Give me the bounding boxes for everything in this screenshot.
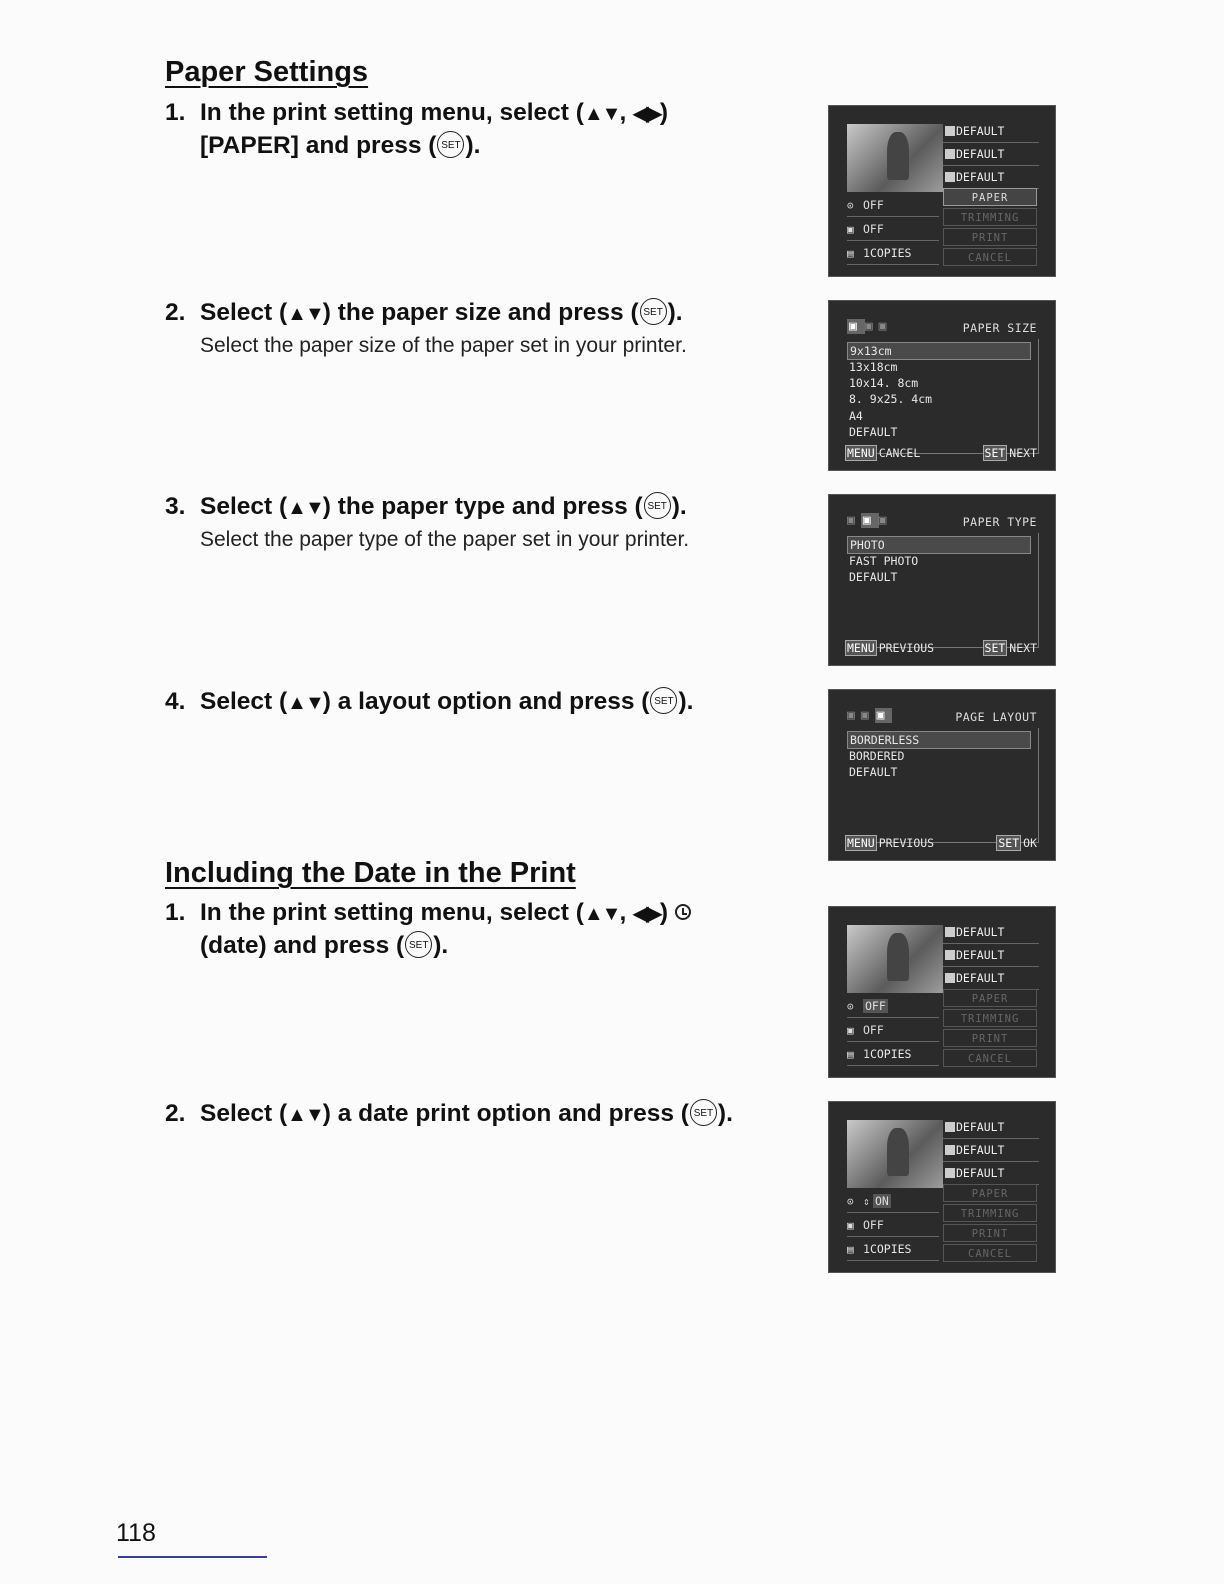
paper-type-tab-icon: ▣ bbox=[860, 708, 875, 723]
print-button[interactable]: PRINT bbox=[943, 1029, 1037, 1047]
trim-value: OFF bbox=[863, 1218, 884, 1232]
option-fast-photo[interactable]: FAST PHOTO bbox=[849, 554, 919, 568]
step-text-part: In the print setting menu, select ( bbox=[200, 99, 584, 126]
date-clock-icon: ⊙ bbox=[847, 1000, 854, 1013]
step-text-part: ). bbox=[433, 932, 449, 959]
lcd-print-menu-date bbox=[828, 906, 1056, 1078]
step-text-part: [PAPER] and press ( bbox=[200, 132, 437, 159]
step-text-part: ) bbox=[659, 899, 669, 926]
set-key-icon: SET bbox=[998, 836, 1020, 850]
trim-value: OFF bbox=[863, 1023, 884, 1037]
screen-footer bbox=[845, 641, 1037, 655]
default-label: DEFAULT bbox=[956, 124, 1005, 138]
paper-size-tab-icon: ▣ bbox=[847, 513, 861, 528]
date-clock-icon bbox=[675, 904, 691, 920]
cancel-button[interactable]: CANCEL bbox=[943, 1049, 1037, 1067]
step-text-part: , bbox=[619, 99, 634, 126]
default-label: DEFAULT bbox=[956, 1166, 1005, 1180]
layout-icon bbox=[945, 1168, 955, 1178]
layout-tab-icon: ▣ bbox=[876, 708, 891, 723]
copies-value: 1 bbox=[863, 246, 870, 260]
step-text-part: ). bbox=[465, 132, 481, 159]
set-button-icon: SET bbox=[640, 298, 667, 325]
previous-hint bbox=[845, 641, 934, 655]
print-setting-default bbox=[943, 967, 1039, 990]
trim-setting-row bbox=[847, 1019, 939, 1042]
lcd-paper-size bbox=[828, 300, 1056, 471]
trimming-button[interactable]: TRIMMING bbox=[943, 1009, 1037, 1027]
copies-label: COPIES bbox=[869, 1047, 912, 1061]
step-2-description: Select the paper size of the paper set in your printer. bbox=[200, 334, 687, 357]
section-heading-paper-settings: Paper Settings bbox=[165, 56, 369, 88]
menu-key-icon: MENU bbox=[847, 641, 875, 655]
option-8x25[interactable]: 8. 9x25. 4cm bbox=[849, 392, 933, 406]
ok-hint bbox=[996, 836, 1037, 850]
set-button-icon: SET bbox=[690, 1099, 717, 1126]
print-style-icon bbox=[945, 927, 955, 937]
step-text bbox=[200, 686, 693, 719]
step-number: 2. bbox=[165, 1100, 186, 1127]
copies-icon: ▤ bbox=[847, 1243, 854, 1256]
up-down-arrow-icon: ▲▼ bbox=[287, 1104, 323, 1126]
option-default[interactable]: DEFAULT bbox=[849, 425, 898, 439]
trim-setting-row bbox=[847, 218, 939, 241]
section-heading-date-in-print: Including the Date in the Print bbox=[165, 857, 576, 889]
option-9x13[interactable]: 9x13cm bbox=[847, 342, 1031, 360]
print-setting-default bbox=[943, 143, 1039, 166]
print-setting-default bbox=[943, 1116, 1039, 1139]
trim-setting-row bbox=[847, 1214, 939, 1237]
previous-label: PREVIOUS bbox=[878, 641, 935, 655]
photo-thumbnail bbox=[847, 1120, 943, 1188]
up-down-arrow-icon: ▲▼ bbox=[287, 497, 323, 519]
default-label: DEFAULT bbox=[956, 1120, 1005, 1134]
step-text-part: ) the paper type and press ( bbox=[322, 493, 643, 520]
menu-tab-icons bbox=[847, 708, 892, 723]
step-text-part: ). bbox=[717, 1100, 733, 1127]
next-label: NEXT bbox=[1009, 641, 1037, 655]
step-text-part: ). bbox=[678, 688, 694, 715]
print-style-icon bbox=[945, 126, 955, 136]
step-text-part: Select ( bbox=[200, 688, 288, 715]
print-setting-default bbox=[943, 166, 1039, 189]
date-value: ON bbox=[875, 1194, 889, 1208]
step-text-part: ) the paper size and press ( bbox=[322, 299, 639, 326]
copies-setting-row bbox=[847, 1043, 939, 1066]
screen-title: PAPER SIZE bbox=[962, 321, 1037, 335]
step-text-part: In the print setting menu, select ( bbox=[200, 899, 584, 926]
print-style-icon bbox=[945, 1122, 955, 1132]
default-label: DEFAULT bbox=[956, 147, 1005, 161]
date-setting-row[interactable] bbox=[847, 995, 939, 1018]
up-down-arrow-icon: ⇕ bbox=[863, 1195, 870, 1208]
left-right-arrow-icon: ◀▶ bbox=[633, 903, 660, 925]
paper-size-tab-icon: ▣ bbox=[847, 708, 861, 723]
date-value: OFF bbox=[863, 198, 884, 212]
menu-key-icon: MENU bbox=[847, 836, 875, 850]
option-borderless[interactable]: BORDERLESS bbox=[847, 731, 1031, 749]
default-label: DEFAULT bbox=[956, 925, 1005, 939]
trimming-icon: ▣ bbox=[847, 1024, 854, 1037]
copies-label: COPIES bbox=[869, 246, 912, 260]
paper-size-tab-icon: ▣ bbox=[849, 319, 863, 334]
option-a4[interactable]: A4 bbox=[849, 409, 863, 423]
set-button-icon: SET bbox=[650, 687, 677, 714]
screen-footer bbox=[845, 446, 1037, 460]
option-bordered[interactable]: BORDERED bbox=[849, 749, 905, 763]
print-button[interactable]: PRINT bbox=[943, 228, 1037, 246]
date-setting-row[interactable] bbox=[847, 1190, 939, 1213]
copies-label: COPIES bbox=[869, 1242, 912, 1256]
paper-icon bbox=[945, 950, 955, 960]
layout-icon bbox=[945, 172, 955, 182]
photo-thumbnail bbox=[847, 124, 943, 192]
default-label: DEFAULT bbox=[956, 971, 1005, 985]
step-number: 3. bbox=[165, 493, 186, 520]
up-down-arrow-icon: ▲▼ bbox=[287, 692, 323, 714]
screen-title: PAPER TYPE bbox=[962, 515, 1037, 529]
photo-thumbnail bbox=[847, 925, 943, 993]
step-text bbox=[200, 1098, 733, 1131]
menu-tab-icons bbox=[847, 319, 892, 334]
layout-tab-icon: ▣ bbox=[878, 513, 893, 528]
left-right-arrow-icon: ◀▶ bbox=[633, 103, 660, 125]
print-setting-default bbox=[943, 1162, 1039, 1185]
cancel-button[interactable]: CANCEL bbox=[943, 248, 1037, 266]
default-label: DEFAULT bbox=[956, 1143, 1005, 1157]
step-number: 1. bbox=[165, 899, 186, 926]
paper-icon bbox=[945, 149, 955, 159]
paper-icon bbox=[945, 1145, 955, 1155]
paper-type-tab-icon: ▣ bbox=[862, 513, 877, 528]
previous-label: PREVIOUS bbox=[878, 836, 935, 850]
trimming-icon: ▣ bbox=[847, 223, 854, 236]
up-down-arrow-icon: ▲▼ bbox=[583, 103, 620, 125]
previous-hint bbox=[845, 836, 934, 850]
step-number: 4. bbox=[165, 688, 186, 715]
date-setting-row bbox=[847, 194, 939, 217]
layout-icon bbox=[945, 973, 955, 983]
step-text-part: ) a date print option and press ( bbox=[322, 1100, 689, 1127]
copies-value: 1 bbox=[863, 1047, 870, 1061]
paper-button[interactable]: PAPER bbox=[943, 188, 1037, 206]
step-number: 1. bbox=[165, 99, 186, 126]
menu-key-icon: MENU bbox=[847, 446, 875, 460]
step-text-part: Select ( bbox=[200, 493, 288, 520]
lcd-print-menu-paper bbox=[828, 105, 1056, 277]
copies-value: 1 bbox=[863, 1242, 870, 1256]
up-down-arrow-icon: ▲▼ bbox=[583, 903, 620, 925]
copies-icon: ▤ bbox=[847, 247, 854, 260]
up-down-arrow-icon: ▲▼ bbox=[287, 303, 323, 325]
screen-title: PAGE LAYOUT bbox=[955, 710, 1037, 724]
set-key-icon: SET bbox=[984, 641, 1006, 655]
paper-button[interactable]: PAPER bbox=[943, 989, 1037, 1007]
step-text-part: ). bbox=[671, 493, 687, 520]
default-label: DEFAULT bbox=[956, 170, 1005, 184]
default-label: DEFAULT bbox=[956, 948, 1005, 962]
date-clock-icon: ⊙ bbox=[847, 1195, 854, 1208]
cancel-label: CANCEL bbox=[878, 446, 921, 460]
step-3-description: Select the paper type of the paper set in your printer. bbox=[200, 528, 690, 551]
paper-button[interactable]: PAPER bbox=[943, 1184, 1037, 1202]
trimming-icon: ▣ bbox=[847, 1219, 854, 1232]
step-text-part: (date) and press ( bbox=[200, 932, 405, 959]
step-text bbox=[200, 297, 683, 330]
set-key-icon: SET bbox=[984, 446, 1006, 460]
print-setting-default bbox=[943, 944, 1039, 967]
next-hint bbox=[983, 446, 1037, 460]
print-setting-default bbox=[943, 1139, 1039, 1162]
set-button-icon: SET bbox=[437, 131, 464, 158]
set-button-icon: SET bbox=[405, 931, 432, 958]
option-13x18[interactable]: 13x18cm bbox=[849, 360, 898, 374]
cancel-hint bbox=[845, 446, 920, 460]
cancel-button[interactable]: CANCEL bbox=[943, 1244, 1037, 1262]
step-text bbox=[200, 97, 668, 161]
step-text-part: Select ( bbox=[200, 299, 288, 326]
copies-icon: ▤ bbox=[847, 1048, 854, 1061]
date-value: OFF bbox=[865, 999, 886, 1013]
menu-tab-icons bbox=[847, 513, 892, 528]
step-text-part: ) bbox=[659, 99, 669, 126]
step-text-part: , bbox=[619, 899, 634, 926]
trimming-button[interactable]: TRIMMING bbox=[943, 1204, 1037, 1222]
date-clock-icon: ⊙ bbox=[847, 199, 854, 212]
lcd-paper-type bbox=[828, 494, 1056, 666]
print-setting-default bbox=[943, 921, 1039, 944]
footer-rule bbox=[118, 1556, 267, 1558]
step-text bbox=[200, 897, 691, 961]
copies-setting-row bbox=[847, 1238, 939, 1261]
lcd-page-layout bbox=[828, 689, 1056, 861]
step-text bbox=[200, 491, 687, 524]
next-label: NEXT bbox=[1009, 446, 1037, 460]
lcd-print-menu-date-on bbox=[828, 1101, 1056, 1273]
print-setting-default bbox=[943, 120, 1039, 143]
step-text-part: ). bbox=[667, 299, 683, 326]
copies-setting-row bbox=[847, 242, 939, 265]
print-button[interactable]: PRINT bbox=[943, 1224, 1037, 1242]
next-hint bbox=[983, 641, 1037, 655]
option-default[interactable]: DEFAULT bbox=[849, 765, 898, 779]
option-10x14[interactable]: 10x14. 8cm bbox=[849, 376, 919, 390]
option-default[interactable]: DEFAULT bbox=[849, 570, 898, 584]
page-number: 118 bbox=[116, 1519, 156, 1547]
set-button-icon: SET bbox=[644, 492, 671, 519]
screen-footer bbox=[845, 836, 1037, 850]
trim-value: OFF bbox=[863, 222, 884, 236]
step-text-part: ) a layout option and press ( bbox=[322, 688, 650, 715]
layout-tab-icon: ▣ bbox=[878, 319, 893, 334]
ok-label: OK bbox=[1023, 836, 1037, 850]
step-number: 2. bbox=[165, 299, 186, 326]
trimming-button[interactable]: TRIMMING bbox=[943, 208, 1037, 226]
paper-type-tab-icon: ▣ bbox=[864, 319, 879, 334]
step-text-part: Select ( bbox=[200, 1100, 288, 1127]
option-photo[interactable]: PHOTO bbox=[847, 536, 1031, 554]
